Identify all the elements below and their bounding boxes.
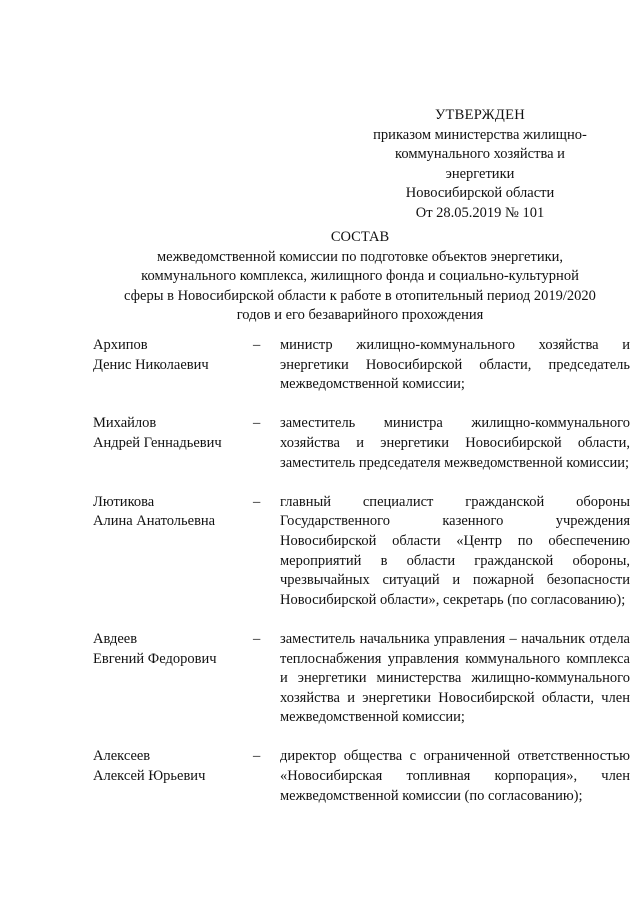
member-dash: – [253, 630, 261, 647]
member-list [93, 336, 630, 826]
member-dash: – [253, 337, 261, 353]
member-name [93, 414, 253, 453]
member-surname: Авдеев [93, 630, 138, 647]
approval-line: Новосибирской области [405, 185, 555, 202]
member-surname: Лютикова [93, 493, 155, 510]
approval-block [360, 106, 600, 224]
member-entry [93, 336, 630, 395]
member-given-name: Денис Николаевич [93, 356, 209, 373]
member-given-name: Евгений Федорович [93, 650, 217, 667]
member-surname: Архипов [93, 337, 148, 353]
member-surname: Алексеев [93, 748, 151, 765]
member-given-name: Алексей Юрьевич [93, 768, 206, 785]
document-heading [90, 228, 630, 326]
member-surname: Михайлов [93, 415, 157, 432]
heading-line: сферы в Новосибирской области к работе в отопительный период 2019/2020 [124, 287, 596, 304]
member-dash: – [253, 493, 261, 510]
member-role: заместитель министра жилищно-коммунального хозяйства и энергетики Новосибирской области, заместитель председателя межведомственной комиссии; [280, 415, 630, 471]
approval-line: приказом министерства жилищно- [373, 126, 587, 143]
member-role: заместитель начальника управления – начальник отдела теплоснабжения управления коммунального комплекса и энергетики министерства жилищно-коммунального хозяйства и энергетики Новосибирской области, член межведомственной комиссии; [280, 630, 630, 726]
member-name [93, 630, 253, 669]
approval-line: коммунального хозяйства и [395, 146, 565, 163]
heading-title: СОСТАВ [330, 229, 390, 245]
member-entry [93, 414, 630, 473]
member-role: главный специалист гражданской обороны Государственного казенного учреждения Новосибирской области «Центр по обеспечению мероприятий в области гражданской обороны, чрезвычайных ситуаций и пожарной безопасности Новосибирской области», секретарь (по согласованию); [280, 493, 630, 608]
approval-order-date: От 28.05.2019 № 101 [415, 204, 545, 221]
member-given-name: Андрей Геннадьевич [93, 434, 222, 451]
member-dash: – [253, 748, 261, 765]
member-entry [93, 747, 630, 806]
member-role: министр жилищно-коммунального хозяйства и энергетики Новосибирской области, председатель межведомственной комиссии; [280, 337, 630, 393]
member-name [93, 493, 253, 532]
heading-line: межведомственной комиссии по подготовке объектов энергетики, [156, 248, 564, 265]
member-role: директор общества с ограниченной ответственностью «Новосибирская топливная корпорация», член межведомственной комиссии (по согласованию); [280, 748, 630, 804]
heading-line: годов и его безаварийного прохождения [236, 307, 484, 324]
member-name [93, 747, 253, 786]
approval-line: энергетики [445, 165, 515, 182]
heading-line: коммунального комплекса, жилищного фонда и социально-культурной [141, 268, 579, 285]
member-entry [93, 630, 630, 728]
member-name [93, 336, 253, 375]
member-given-name: Алина Анатольевна [93, 513, 216, 530]
member-entry [93, 493, 630, 611]
member-dash: – [253, 415, 261, 432]
approval-title: УТВЕРЖДЕН [434, 107, 526, 123]
